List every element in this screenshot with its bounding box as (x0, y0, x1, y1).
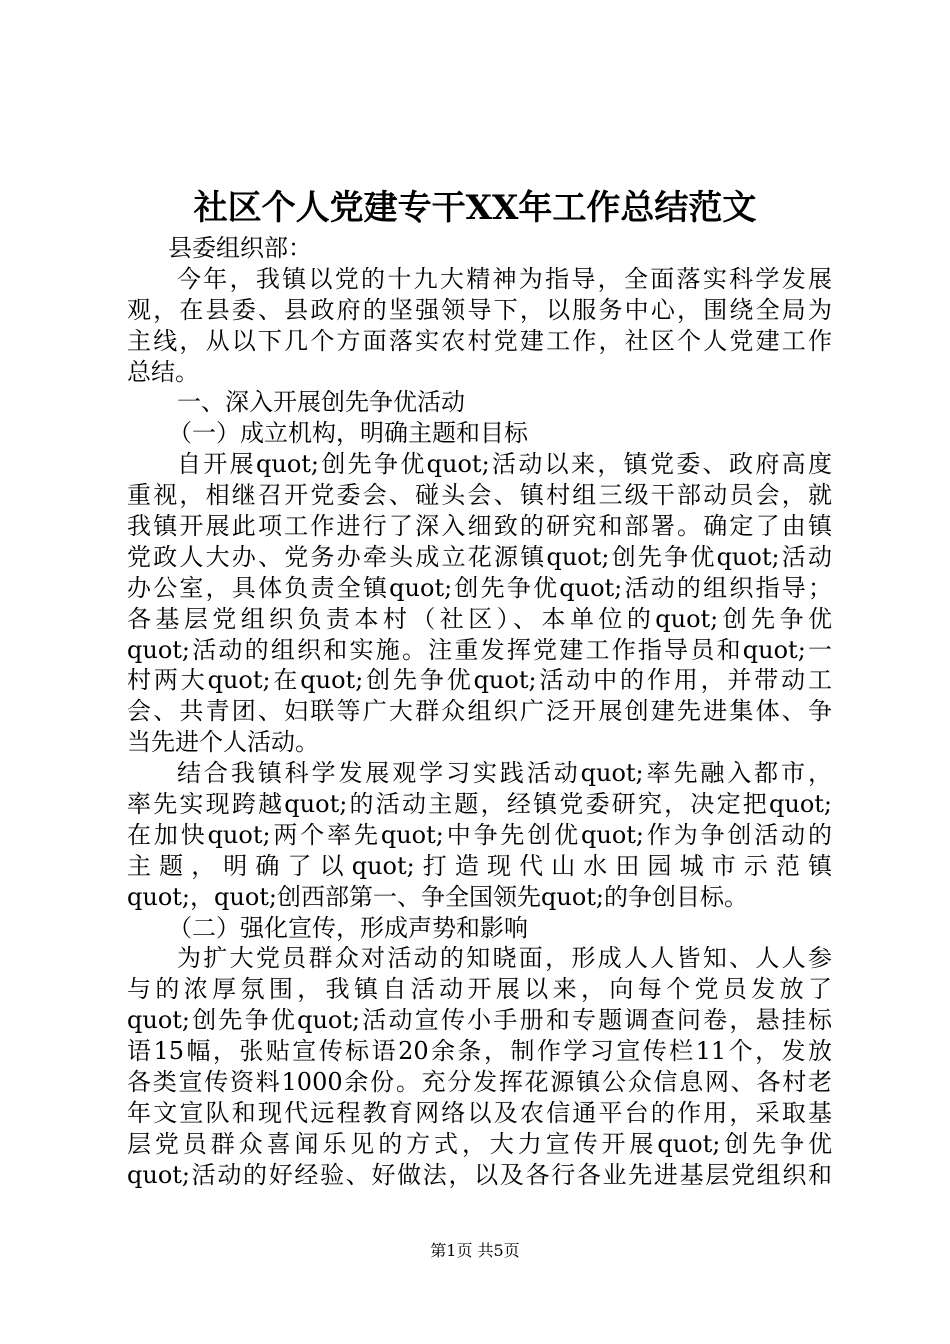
paragraph-line: 主线，从以下几个方面落实农村党建工作，社区个人党建工作 (127, 326, 832, 355)
paragraph-line: quot;活动的组织和实施。注重发挥党建工作指导员和quot;一 (127, 635, 832, 664)
paragraph-line: 语15幅，张贴宣传标语20余条，制作学习宣传栏11个，发放 (127, 1037, 832, 1066)
subsection-heading: （二）强化宣传，形成声势和影响 (168, 913, 528, 942)
paragraph-line: 村两大quot;在quot;创先争优quot;活动中的作用，并带动工 (127, 666, 832, 695)
paragraph-line: 今年，我镇以党的十九大精神为指导，全面落实科学发展 (177, 264, 832, 293)
paragraph-line: 重视，相继召开党委会、碰头会、镇村组三级干部动员会，就 (127, 481, 832, 510)
paragraph-line: 我镇开展此项工作进行了深入细致的研究和部署。确定了由镇 (127, 512, 832, 541)
paragraph-line: quot;，quot;创西部第一、争全国领先quot;的争创目标。 (127, 882, 748, 911)
paragraph-line: 会、共青团、妇联等广大群众组织广泛开展创建先进集体、争 (127, 697, 832, 726)
paragraph-line: 当先进个人活动。 (127, 728, 319, 757)
paragraph-line: 年文宣队和现代远程教育网络以及农信通平台的作用，采取基 (127, 1098, 832, 1127)
paragraph-line: 观，在县委、县政府的坚强领导下，以服务中心，围绕全局为 (127, 295, 832, 324)
paragraph-line: 办公室，具体负责全镇quot;创先争优quot;活动的组织指导； (127, 573, 832, 602)
salutation-line: 县委组织部： (168, 234, 312, 262)
paragraph-line: quot;活动的好经验、好做法，以及各行各业先进基层党组织和 (127, 1160, 832, 1189)
document-title: 社区个人党建专干XX年工作总结范文 (193, 188, 757, 228)
paragraph-line: 率先实现跨越quot;的活动主题，经镇党委研究，决定把quot; (127, 790, 832, 819)
section-heading: 一、深入开展创先争优活动 (177, 388, 465, 417)
subsection-heading: （一）成立机构，明确主题和目标 (168, 419, 528, 448)
paragraph-line: quot;创先争优quot;活动宣传小手册和专题调查问卷，悬挂标 (127, 1006, 832, 1035)
paragraph-line: 党政人大办、党务办牵头成立花源镇quot;创先争优quot;活动 (127, 542, 832, 571)
paragraph-line: 各基层党组织负责本村（社区）、本单位的quot;创先争优 (127, 604, 832, 633)
paragraph-line: 层党员群众喜闻乐见的方式，大力宣传开展quot;创先争优 (127, 1129, 832, 1158)
paragraph-line: 各类宣传资料1000余份。充分发挥花源镇公众信息网、各村老 (127, 1068, 832, 1097)
paragraph-line: 为扩大党员群众对活动的知晓面，形成人人皆知、人人参 (177, 944, 832, 973)
document-body (127, 233, 832, 1191)
paragraph-line: 总结。 (127, 357, 199, 386)
paragraph-line: 自开展quot;创先争优quot;活动以来，镇党委、政府高度 (177, 450, 832, 479)
paragraph-line: 与的浓厚氛围，我镇自活动开展以来，向每个党员发放了 (127, 975, 832, 1004)
paragraph-line: 主题，明确了以quot;打造现代山水田园城市示范镇 (127, 851, 832, 880)
paragraph-line: 在加快quot;两个率先quot;中争先创优quot;作为争创活动的 (127, 820, 832, 849)
page-footer: 第1页 共5页 (430, 1241, 520, 1260)
paragraph-line: 结合我镇科学发展观学习实践活动quot;率先融入都市， (177, 759, 832, 788)
